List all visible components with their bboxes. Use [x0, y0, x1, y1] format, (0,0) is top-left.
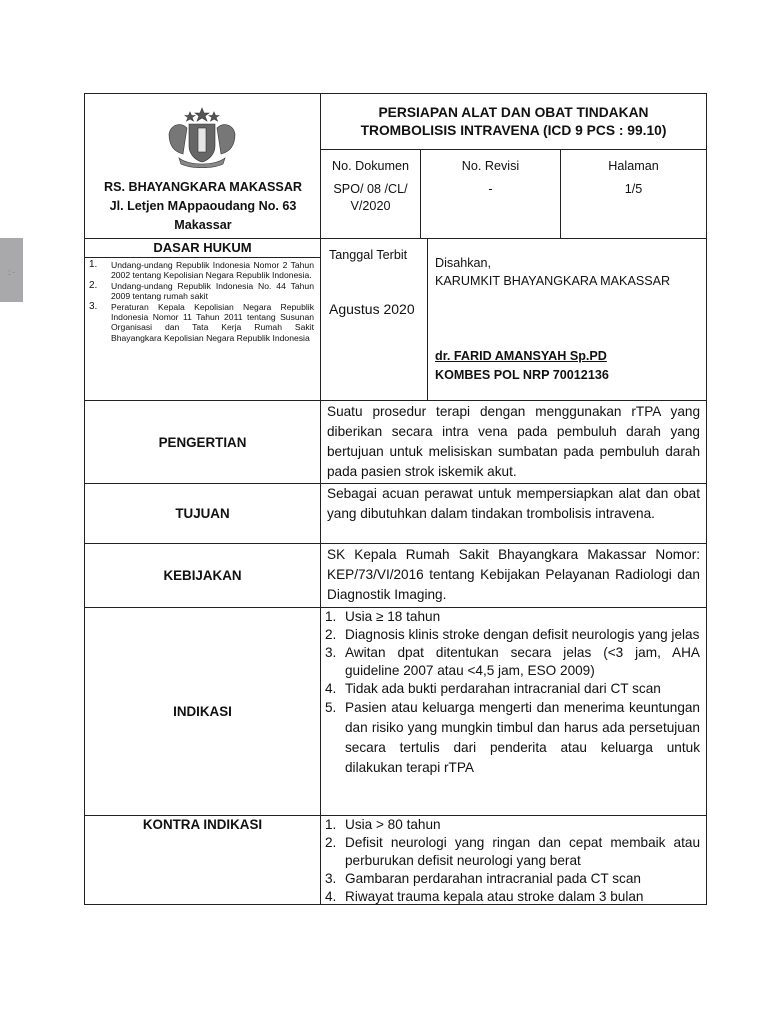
kontra-indikasi-content-cell: [320, 815, 707, 905]
indikasi-content-cell: [320, 607, 707, 816]
hospital-address: Jl. Letjen MAppaoudang No. 63: [109, 199, 297, 213]
kebijakan-content-cell: [320, 543, 707, 608]
list-number: 1.: [89, 259, 98, 270]
list-text: Pasien atau keluarga mengerti dan menerima keuntungan dan risiko yang mungkin timbul dan harus ada persetujuan secara tertulis dari penderita atau keluarga untuk dilakukan terapi rTPA: [345, 700, 700, 775]
list-text: Usia ≥ 18 tahun: [345, 609, 441, 624]
karumkit-label: KARUMKIT BHAYANGKARA MAKASSAR: [435, 274, 671, 288]
pengertian-text: Suatu prosedur terapi dengan menggunakan rTPA yang diberikan secara intra vena pada pembuluh darah yang bertujuan untuk melisiskan sumbatan pada pembuluh darah pada pasien strok iskemik akut.: [327, 404, 700, 479]
list-item: [321, 626, 700, 644]
list-item: [85, 260, 314, 281]
side-tab-dots: : ·: [8, 268, 16, 277]
disahkan-label: Disahkan,: [435, 256, 492, 270]
tanggal-terbit-value: Agustus 2020: [329, 301, 415, 317]
list-number: 3.: [89, 300, 98, 312]
pengertian-label-cell: [84, 400, 321, 484]
list-item: [321, 680, 700, 698]
halaman-cell: [560, 149, 707, 239]
tujuan-label: TUJUAN: [175, 506, 230, 521]
list-text: Diagnosis klinis stroke dengan defisit neurologis yang jelas: [345, 627, 700, 642]
document-title-line1: PERSIAPAN ALAT DAN OBAT TINDAKAN: [378, 104, 649, 120]
list-text: Riwayat trauma kepala atau stroke dalam 3 bulan: [345, 889, 644, 904]
list-number: 3.: [325, 871, 337, 886]
signatory-rank: KOMBES POL NRP 70012136: [435, 368, 609, 382]
hospital-name-block: [85, 178, 321, 235]
halaman-label: Halaman: [608, 159, 659, 173]
no-revisi-cell: [420, 149, 561, 239]
list-number: 1.: [325, 817, 337, 832]
signatory-name: dr. FARID AMANSYAH Sp.PD: [435, 349, 607, 363]
tujuan-text: Sebagai acuan perawat untuk mempersiapkan alat dan obat yang dibutuhkan dalam tindakan trombolisis intravena.: [327, 486, 700, 521]
list-number: 2.: [89, 279, 98, 291]
hospital-identity-cell: [84, 93, 321, 239]
list-number: 2.: [325, 835, 337, 850]
kontra-indikasi-list: [321, 816, 706, 906]
list-number: 4.: [325, 889, 337, 904]
list-number: 2.: [325, 627, 337, 642]
no-dokumen-value: SPO/ 08 /CL/ V/2020: [333, 182, 408, 213]
list-text: Awitan dpat ditentukan secara jelas (<3 jam, AHA guideline 2007 atau <4,5 jam, ESO 2009): [345, 645, 700, 678]
list-item: [321, 816, 700, 834]
indikasi-label: INDIKASI: [173, 704, 232, 719]
list-item: [321, 870, 700, 888]
list-text: Peraturan Kepala Kepolisian Negara Republik Indonesia Nomor 11 Tahun 2011 tentang Susunan Organisasi dan Tata Kerja Rumah Sakit Bhayangkara Kepolisian Negara Republik Indonesia: [111, 301, 314, 343]
pengertian-label: PENGERTIAN: [158, 434, 247, 450]
hospital-name: RS. BHAYANGKARA MAKASSAR: [103, 180, 303, 194]
halaman-value: 1/5: [624, 182, 643, 196]
tujuan-content-cell: [320, 483, 707, 544]
list-number: 1.: [325, 609, 337, 624]
pengertian-content-cell: [320, 400, 707, 484]
dasar-hukum-title: DASAR HUKUM: [85, 239, 320, 258]
list-item: [321, 644, 700, 680]
list-text: Undang-undang Republik Indonesia No. 44 Tahun 2009 tentang rumah sakit: [111, 280, 314, 302]
list-item: [85, 302, 314, 344]
indikasi-list: [321, 608, 706, 778]
no-dokumen-cell: [320, 149, 421, 239]
dasar-hukum-cell: [84, 238, 321, 401]
list-text: Usia > 80 tahun: [345, 817, 441, 832]
list-item: [321, 608, 700, 626]
tujuan-label-cell: [84, 483, 321, 544]
list-number: 3.: [325, 645, 337, 660]
document-title-cell: [320, 93, 707, 150]
side-page-tab[interactable]: [0, 238, 23, 302]
list-item: [85, 281, 314, 302]
no-revisi-value: -: [488, 182, 493, 196]
no-revisi-label: No. Revisi: [461, 159, 520, 173]
list-text: Gambaran perdarahan intracranial pada CT scan: [345, 871, 641, 886]
list-text: Defisit neurologi yang ringan dan cepat membaik atau perburukan defisit neurologi yang berat: [345, 835, 700, 868]
pengesahan-cell: [427, 238, 707, 401]
list-item: [321, 834, 700, 870]
tanggal-terbit-label: Tanggal Terbit: [329, 248, 408, 262]
list-number: 4.: [325, 681, 337, 696]
hospital-city: Makassar: [174, 218, 232, 232]
dasar-hukum-list: [85, 260, 320, 343]
kebijakan-text: SK Kepala Rumah Sakit Bhayangkara Makassar Nomor: KEP/73/VI/2016 tentang Kebijakan Pelayanan Radiologi dan Diagnostik Imaging.: [327, 547, 700, 602]
list-text: Tidak ada bukti perdarahan intracranial dari CT scan: [345, 681, 661, 696]
kontra-indikasi-label-cell: [84, 815, 321, 905]
kebijakan-label: KEBIJAKAN: [163, 568, 242, 583]
indikasi-label-cell: [84, 607, 321, 816]
list-text: Undang-undang Republik Indonesia Nomor 2 Tahun 2002 tentang Kepolisian Negara Republik Indonesia.: [111, 260, 314, 281]
no-dokumen-label: No. Dokumen: [332, 159, 409, 173]
kontra-indikasi-label: KONTRA INDIKASI: [142, 817, 263, 832]
police-emblem-icon: [165, 106, 239, 168]
list-item: [321, 698, 700, 778]
list-number: 5.: [325, 700, 337, 715]
kebijakan-label-cell: [84, 543, 321, 608]
tanggal-terbit-cell: [320, 238, 428, 401]
list-item: [321, 888, 700, 906]
document-title-line2: TROMBOLISIS INTRAVENA (ICD 9 PCS : 99.10): [360, 122, 667, 138]
